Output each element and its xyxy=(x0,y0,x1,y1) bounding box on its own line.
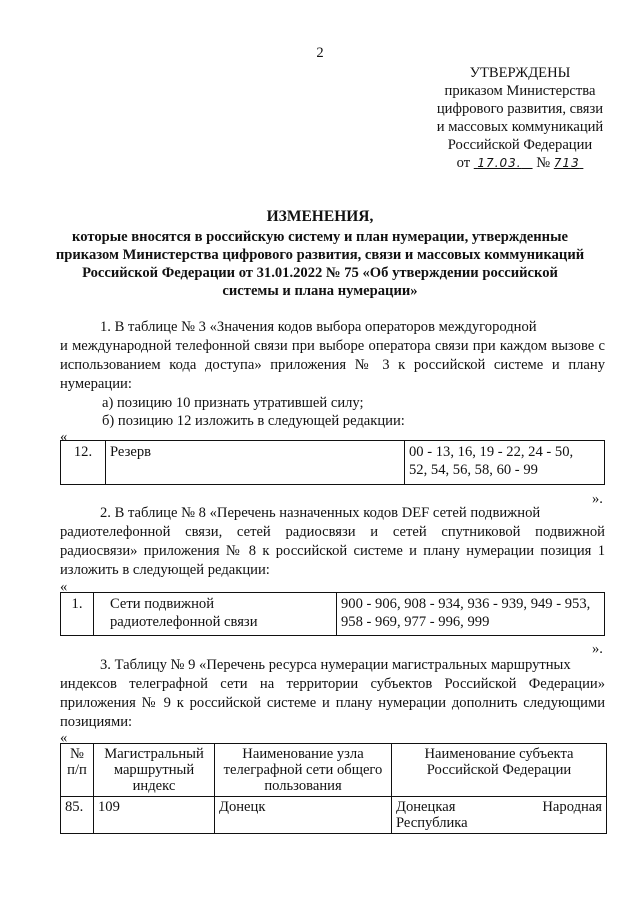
section2-first-line: 2. В таблице № 8 «Перечень назначенных кодов DEF сетей подвижной xyxy=(100,505,541,521)
title-line: которые вносятся в российскую систему и план нумерации, утвержденные xyxy=(72,229,568,245)
close-quote: ». xyxy=(592,491,603,507)
name-line: радиотелефонной связи xyxy=(110,614,258,630)
section3-paragraph xyxy=(60,656,605,732)
section1-item-b: б) позицию 12 изложить в следующей редакции: xyxy=(102,413,405,429)
section1-text: и международной телефонной связи при выборе оператора связи при каждом вызове с использованием кода доступа» приложения № 3 к российской системе и плану нумерации: xyxy=(60,338,605,392)
date-prefix: от xyxy=(456,155,471,171)
close-quote: ». xyxy=(592,641,603,657)
open-quote: « xyxy=(60,579,68,595)
subject-line xyxy=(396,799,602,815)
open-quote: « xyxy=(60,730,68,746)
table-row xyxy=(61,593,605,636)
approval-line: Российской Федерации xyxy=(447,137,593,153)
table-row xyxy=(61,441,605,485)
number-value: 713 xyxy=(553,156,580,170)
approval-line: приказом Министерства xyxy=(444,83,596,99)
approval-heading: УТВЕРЖДЕНЫ xyxy=(469,65,571,81)
table-position-1 xyxy=(60,592,605,636)
date-underline xyxy=(474,155,533,171)
title-main: ИЗМЕНЕНИЯ, xyxy=(266,208,374,225)
header-num: № п/п xyxy=(61,744,94,797)
title-line: системы и плана нумерации» xyxy=(222,283,418,299)
codes-line: 958 - 969, 977 - 996, 999 xyxy=(341,614,490,630)
document-title xyxy=(40,208,600,300)
cell-num: 12. xyxy=(61,441,106,485)
section2-paragraph xyxy=(60,504,605,580)
cell-codes xyxy=(337,593,605,636)
table-header-row xyxy=(61,744,607,797)
codes-line: 00 - 13, 16, 19 - 22, 24 - 50, xyxy=(409,444,574,460)
approval-block xyxy=(400,64,640,172)
section2-text: радиотелефонной связи, сетей радиосвязи и сетей спутниковой подвижной радиосвязи» приложения № 8 к российской системе и плану нумерации позиция 1 изложить в следующей редакции: xyxy=(60,524,605,578)
approval-date-line xyxy=(400,154,640,172)
number-prefix: № xyxy=(536,155,551,171)
subject-line: Республика xyxy=(396,815,468,831)
section1-item-a: а) позицию 10 признать утратившей силу; xyxy=(102,395,364,411)
approval-line: цифрового развития, связи xyxy=(436,101,604,117)
section1-first-line: 1. В таблице № 3 «Значения кодов выбора операторов междугородной xyxy=(100,319,537,335)
codes-line: 900 - 906, 908 - 934, 936 - 939, 949 - 953, xyxy=(341,596,591,612)
table-position-12 xyxy=(60,440,605,485)
open-quote: « xyxy=(60,429,68,445)
section3-first-line: 3. Таблицу № 9 «Перечень ресурса нумерации магистральных маршрутных xyxy=(100,657,571,673)
subject-word: Донецкая xyxy=(396,799,456,815)
cell-name xyxy=(94,593,337,636)
title-line: приказом Министерства цифрового развития, связи и массовых коммуникаций xyxy=(55,247,585,263)
approval-line: и массовых коммуникаций xyxy=(436,119,604,135)
header-subject: Наименование субъекта Российской Федерации xyxy=(392,744,607,797)
cell-index: 109 xyxy=(94,797,215,834)
number-underline xyxy=(554,155,584,171)
cell-codes xyxy=(405,441,605,485)
title-line: Российской Федерации от 31.01.2022 № 75 «Об утверждении российской xyxy=(82,265,558,281)
codes-line: 52, 54, 56, 58, 60 - 99 xyxy=(409,462,538,478)
cell-subject xyxy=(392,797,607,834)
section1-paragraph xyxy=(60,318,605,394)
table-telegraph-indexes xyxy=(60,743,607,834)
cell-node: Донецк xyxy=(215,797,392,834)
page-number: 2 xyxy=(316,45,324,61)
date-value: 17.03. xyxy=(477,156,522,170)
cell-name: Резерв xyxy=(106,441,405,485)
cell-num: 1. xyxy=(61,593,94,636)
subject-word: Народная xyxy=(542,799,602,815)
header-index: Магистральный маршрутный индекс xyxy=(94,744,215,797)
name-line: Сети подвижной xyxy=(110,596,215,612)
section3-text: индексов телеграфной сети на территории субъектов Российской Федерации» приложения № 9 к российской системе и плану нумерации дополнить следующими позициями: xyxy=(60,676,605,730)
header-node: Наименование узла телеграфной сети общего пользования xyxy=(215,744,392,797)
table-row xyxy=(61,797,607,834)
cell-num: 85. xyxy=(61,797,94,834)
